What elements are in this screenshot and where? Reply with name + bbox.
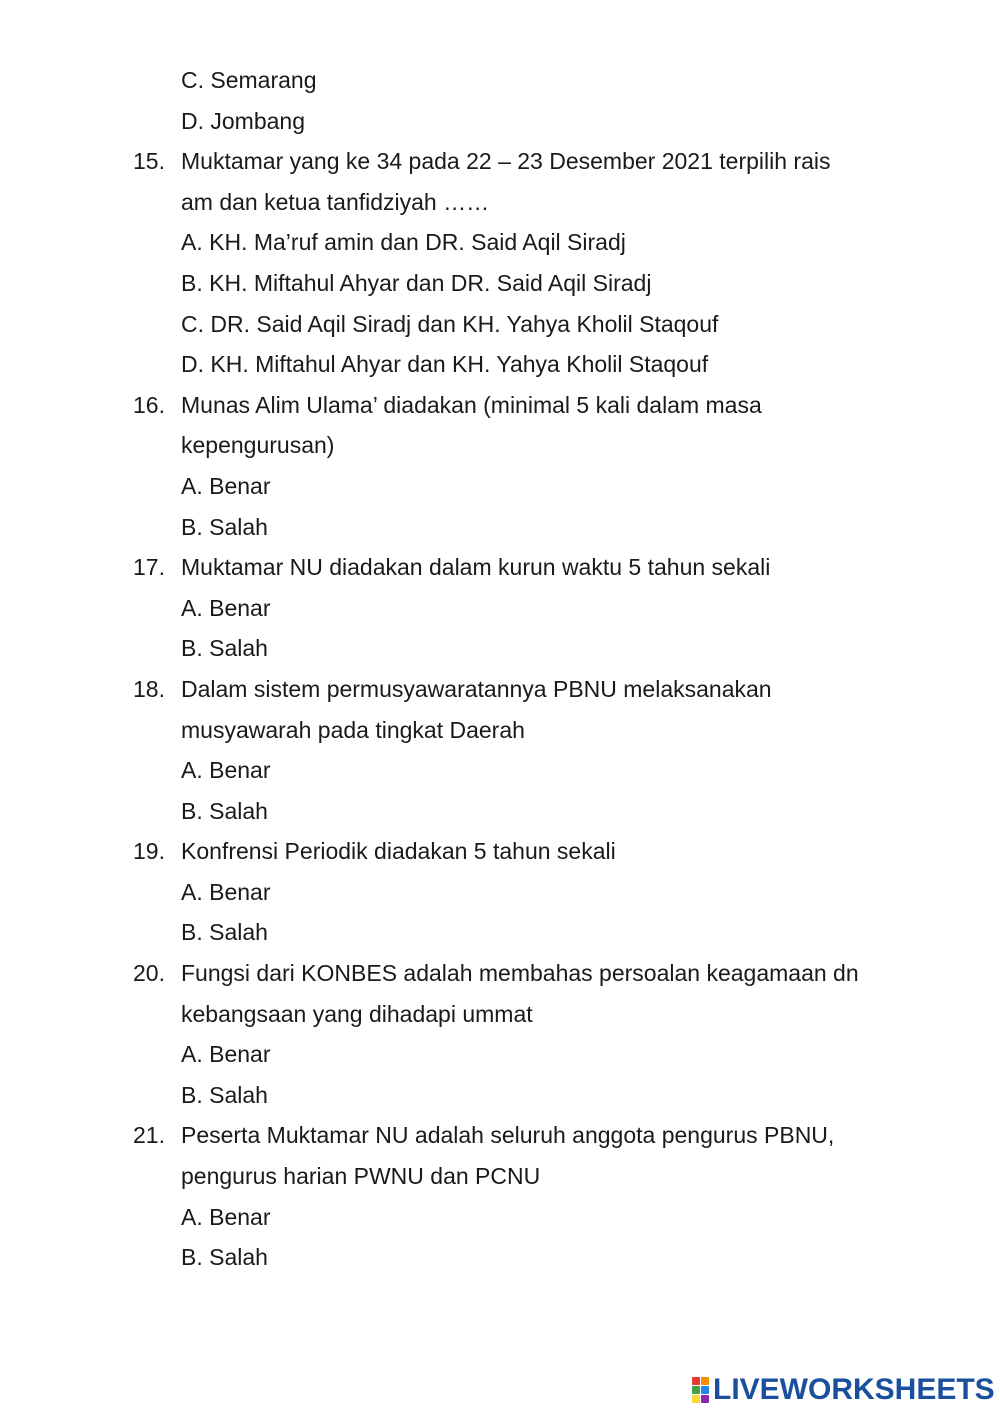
question-line — [0, 385, 1000, 426]
text-line — [0, 588, 1000, 629]
question-text: Fungsi dari KONBES adalah membahas persoalan keagamaan dn — [181, 960, 859, 987]
text-line — [0, 101, 1000, 142]
text-line — [0, 507, 1000, 548]
text-line — [0, 263, 1000, 304]
text-line — [0, 1034, 1000, 1075]
text-line — [0, 872, 1000, 913]
question-text: Peserta Muktamar NU adalah seluruh anggota pengurus PBNU, — [181, 1122, 835, 1149]
text-line — [0, 60, 1000, 101]
question-number: 19. — [133, 838, 165, 865]
answer-option: B. Salah — [181, 1081, 268, 1108]
text-line — [0, 222, 1000, 263]
answer-option: A. Benar — [181, 594, 271, 621]
answer-option: kebangsaan yang dihadapi ummat — [181, 1000, 533, 1027]
answer-option: B. Salah — [181, 797, 268, 824]
question-line — [0, 831, 1000, 872]
logo-square — [692, 1377, 700, 1385]
text-line — [0, 304, 1000, 345]
logo-square — [692, 1386, 700, 1394]
question-line — [0, 669, 1000, 710]
answer-option: C. DR. Said Aqil Siradj dan KH. Yahya Kholil Staqouf — [181, 310, 719, 337]
text-line — [0, 994, 1000, 1035]
answer-option: C. Semarang — [181, 67, 317, 93]
question-line — [0, 547, 1000, 588]
text-line — [0, 912, 1000, 953]
text-line — [0, 750, 1000, 791]
text-line — [0, 425, 1000, 466]
liveworksheets-logo-icon — [692, 1377, 709, 1403]
text-line — [0, 1156, 1000, 1197]
question-number: 21. — [133, 1122, 165, 1149]
question-text: Konfrensi Periodik diadakan 5 tahun sekali — [181, 838, 616, 865]
logo-square — [701, 1395, 709, 1403]
question-number: 17. — [133, 554, 165, 581]
logo-square — [692, 1395, 700, 1403]
question-number: 20. — [133, 960, 165, 987]
text-line — [0, 466, 1000, 507]
text-line — [0, 182, 1000, 223]
answer-option: B. KH. Miftahul Ahyar dan DR. Said Aqil Siradj — [181, 269, 652, 296]
answer-option: kepengurusan) — [181, 432, 335, 459]
logo-square — [701, 1386, 709, 1394]
answer-option: A. Benar — [181, 757, 271, 784]
question-line — [0, 141, 1000, 182]
question-text: Muktamar yang ke 34 pada 22 – 23 Desember 2021 terpilih rais — [181, 148, 831, 175]
answer-option: B. Salah — [181, 919, 268, 946]
question-number: 15. — [133, 148, 165, 175]
answer-option: musyawarah pada tingkat Daerah — [181, 716, 525, 743]
answer-option: A. Benar — [181, 1203, 271, 1230]
answer-option: D. KH. Miftahul Ahyar dan KH. Yahya Kholil Staqouf — [181, 351, 709, 378]
answer-option: B. Salah — [181, 635, 268, 662]
text-line — [0, 1197, 1000, 1238]
liveworksheets-logo — [692, 1372, 995, 1408]
text-line — [0, 791, 1000, 832]
text-line — [0, 628, 1000, 669]
answer-option: A. Benar — [181, 878, 271, 905]
question-line — [0, 953, 1000, 994]
answer-option: A. Benar — [181, 472, 271, 499]
answer-option: A. KH. Ma’ruf amin dan DR. Said Aqil Siradj — [181, 229, 626, 256]
question-text: Munas Alim Ulama’ diadakan (minimal 5 kali dalam masa — [181, 391, 762, 418]
answer-option: pengurus harian PWNU dan PCNU — [181, 1163, 541, 1190]
question-number: 16. — [133, 391, 165, 418]
text-line — [0, 1075, 1000, 1116]
question-line — [0, 1115, 1000, 1156]
question-number: 18. — [133, 675, 165, 702]
answer-option: am dan ketua tanfidziyah …… — [181, 188, 490, 215]
question-text: Dalam sistem permusyawaratannya PBNU melaksanakan — [181, 675, 772, 702]
question-list — [0, 60, 1000, 1278]
text-line — [0, 344, 1000, 385]
logo-text: LIVEWORKSHEETS — [713, 1373, 995, 1406]
answer-option: A. Benar — [181, 1041, 271, 1068]
text-line — [0, 1237, 1000, 1278]
answer-option: B. Salah — [181, 1244, 268, 1271]
logo-square — [701, 1377, 709, 1385]
answer-option: D. Jombang — [181, 107, 306, 134]
text-line — [0, 710, 1000, 751]
answer-option: B. Salah — [181, 513, 268, 540]
question-text: Muktamar NU diadakan dalam kurun waktu 5 tahun sekali — [181, 554, 771, 581]
